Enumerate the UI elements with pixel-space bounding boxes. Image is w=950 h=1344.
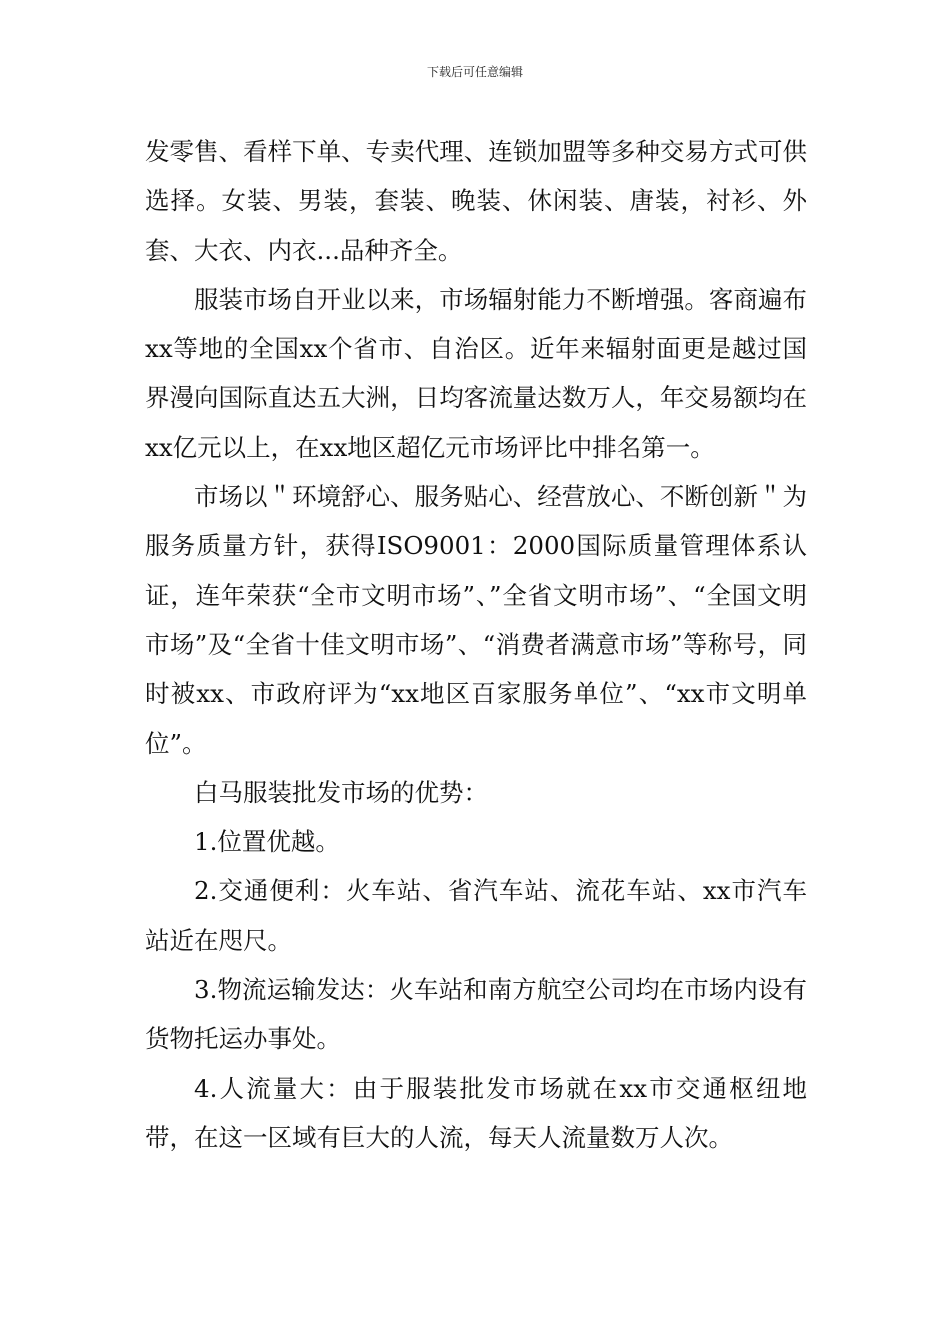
list-item-location: 1.位置优越。 — [194, 827, 340, 857]
document-body — [145, 127, 807, 1162]
list-item-logistics: 3.物流运输发达：火车站和南方航空公司均在市场内设有货物托运办事处。 — [145, 975, 807, 1054]
page-header: 下载后可任意编辑 — [426, 65, 523, 79]
paragraph-market-reach: 服装市场自开业以来，市场辐射能力不断增强。客商遍布xx等地的全国xx个省市、自治区。近年来辐射面更是越过国界漫向国际直达五大洲，日均客流量达数万人，年交易额均在xx亿元以上，在xx地区超亿元市场评比中排名第一。 — [145, 284, 807, 462]
list-item-foot-traffic: 4.人流量大：由于服装批发市场就在xx市交通枢纽地带，在这一区域有巨大的人流，每天人流量数万人次。 — [145, 1073, 807, 1152]
paragraph-products: 发零售、看样下单、专卖代理、连锁加盟等多种交易方式可供选择。女装、男装，套装、晚装、休闲装、唐装，衬衫、外套、大衣、内衣...品种齐全。 — [145, 137, 807, 265]
paragraph-quality-honors: 市场以＂环境舒心、服务贴心、经营放心、不断创新＂为服务质量方针，获得ISO9001：2000国际质量管理体系认证，连年荣获“全市文明市场”、”全省文明市场”、“全国文明市场”及“全省十佳文明市场”、“消费者满意市场”等称号，同时被xx、市政府评为“xx地区百家服务单位”、“xx市文明单位”。 — [145, 482, 807, 758]
paragraph-advantages-heading: 白马服装批发市场的优势： — [194, 777, 488, 807]
list-item-transport: 2.交通便利：火车站、省汽车站、流花车站、xx市汽车站近在咫尺。 — [145, 876, 807, 955]
